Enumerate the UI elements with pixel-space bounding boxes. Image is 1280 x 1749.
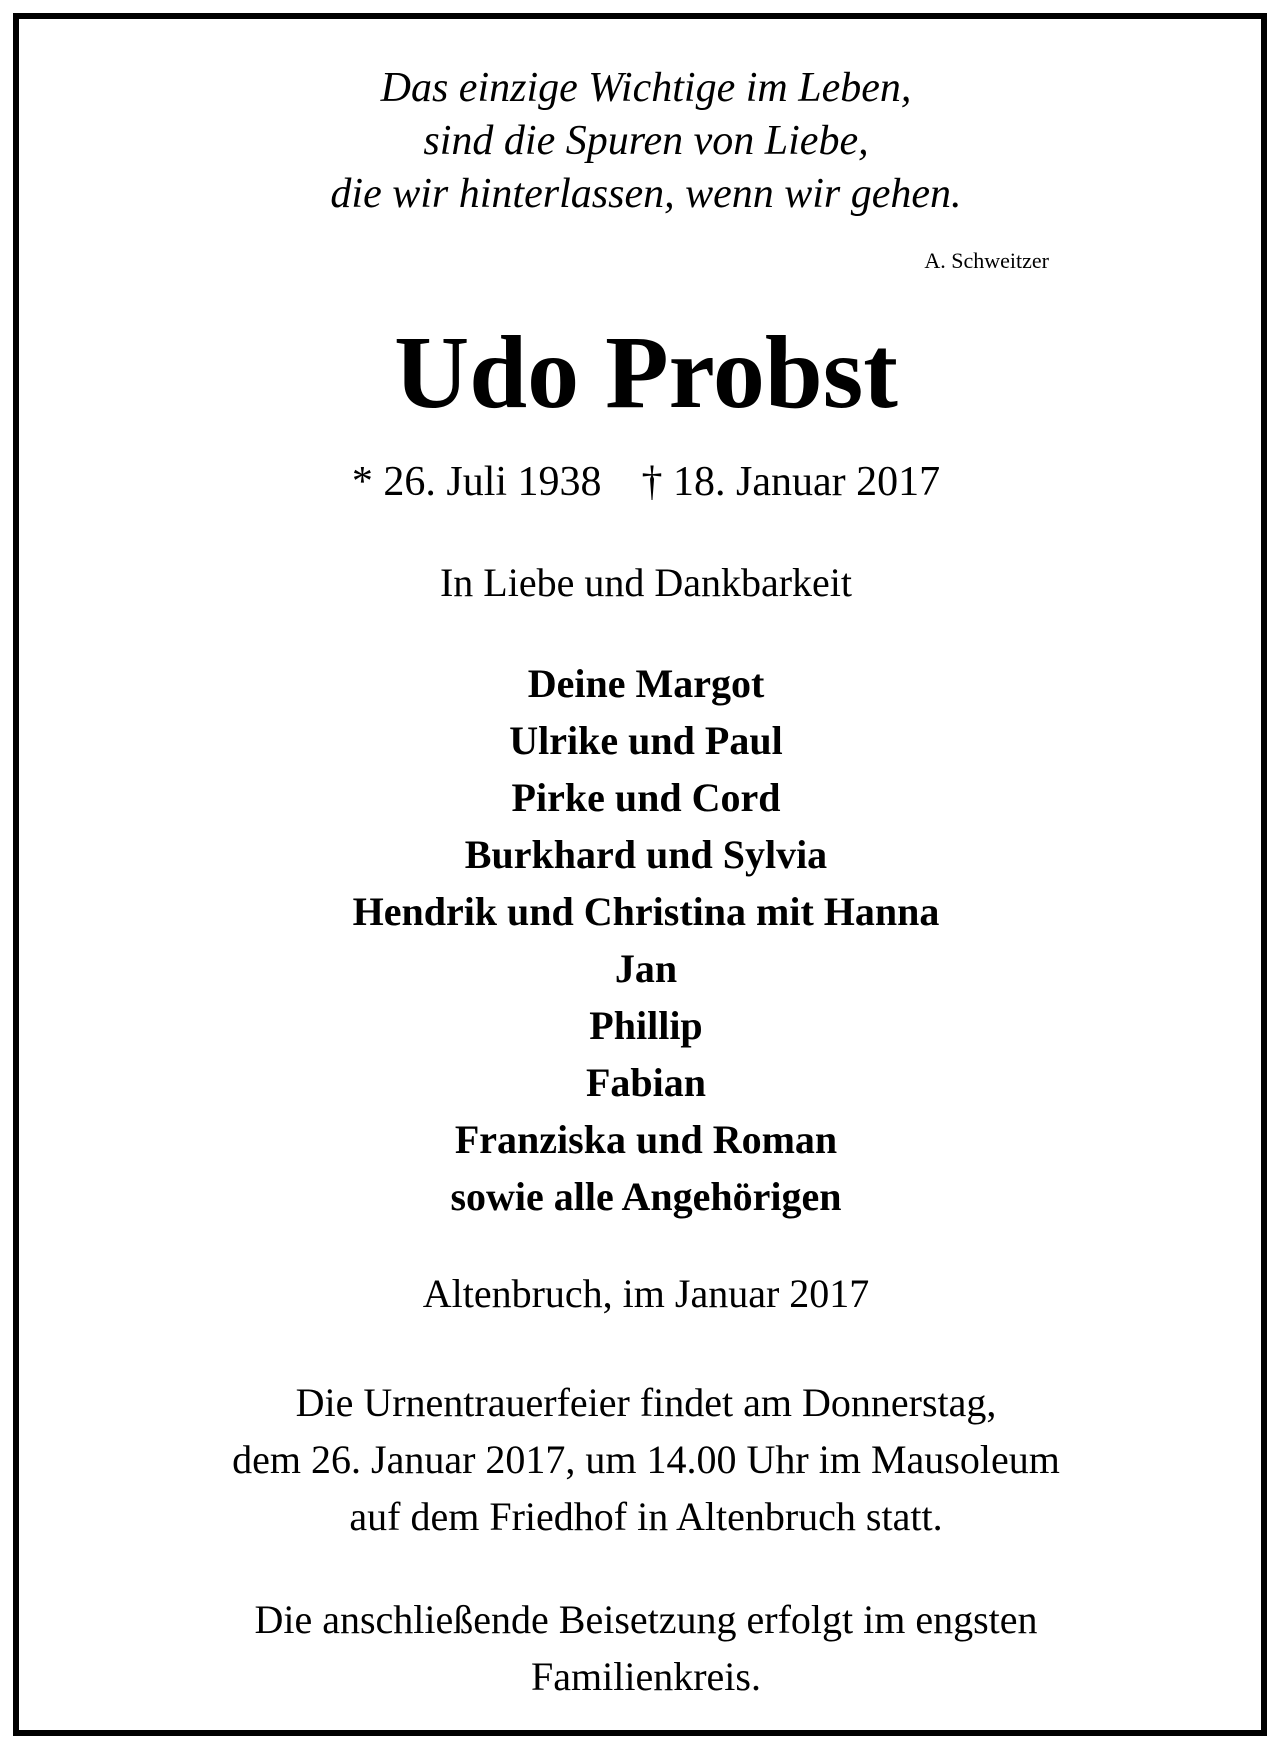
family-member: Jan bbox=[614, 946, 678, 991]
service-line: dem 26. Januar 2017, um 14.00 Uhr im Mausoleum bbox=[232, 1437, 1060, 1482]
place-date: Altenbruch, im Januar 2017 bbox=[422, 1271, 870, 1316]
obituary-frame bbox=[13, 13, 1267, 1736]
dedication-line: In Liebe und Dankbarkeit bbox=[439, 560, 853, 605]
service-line: auf dem Friedhof in Altenbruch statt. bbox=[349, 1494, 943, 1539]
family-member: Ulrike und Paul bbox=[509, 718, 783, 763]
family-member: Hendrik und Christina mit Hanna bbox=[352, 889, 940, 934]
family-member: Fabian bbox=[585, 1060, 707, 1105]
family-member: Pirke und Cord bbox=[511, 775, 781, 820]
deceased-name: Udo Probst bbox=[394, 315, 898, 430]
quote-line-2: sind die Spuren von Liebe, bbox=[423, 118, 869, 164]
quote-line-1: Das einzige Wichtige im Leben, bbox=[380, 65, 912, 111]
burial-line: Familienkreis. bbox=[531, 1654, 761, 1699]
family-member: Phillip bbox=[589, 1003, 703, 1048]
birth-date: * 26. Juli 1938 bbox=[351, 459, 602, 505]
family-member: sowie alle Angehörigen bbox=[450, 1174, 842, 1219]
burial-line: Die anschließende Beisetzung erfolgt im engsten bbox=[254, 1597, 1038, 1642]
family-member: Franziska und Roman bbox=[454, 1117, 838, 1162]
quote-line-3: die wir hinterlassen, wenn wir gehen. bbox=[330, 171, 962, 217]
family-member: Burkhard und Sylvia bbox=[464, 832, 828, 877]
life-dates bbox=[19, 461, 1273, 503]
death-date: † 18. Januar 2017 bbox=[641, 459, 941, 505]
quote-author: A. Schweitzer bbox=[924, 248, 1049, 273]
service-line: Die Urnentrauerfeier findet am Donnerstag, bbox=[295, 1380, 997, 1425]
family-member: Deine Margot bbox=[527, 661, 765, 706]
